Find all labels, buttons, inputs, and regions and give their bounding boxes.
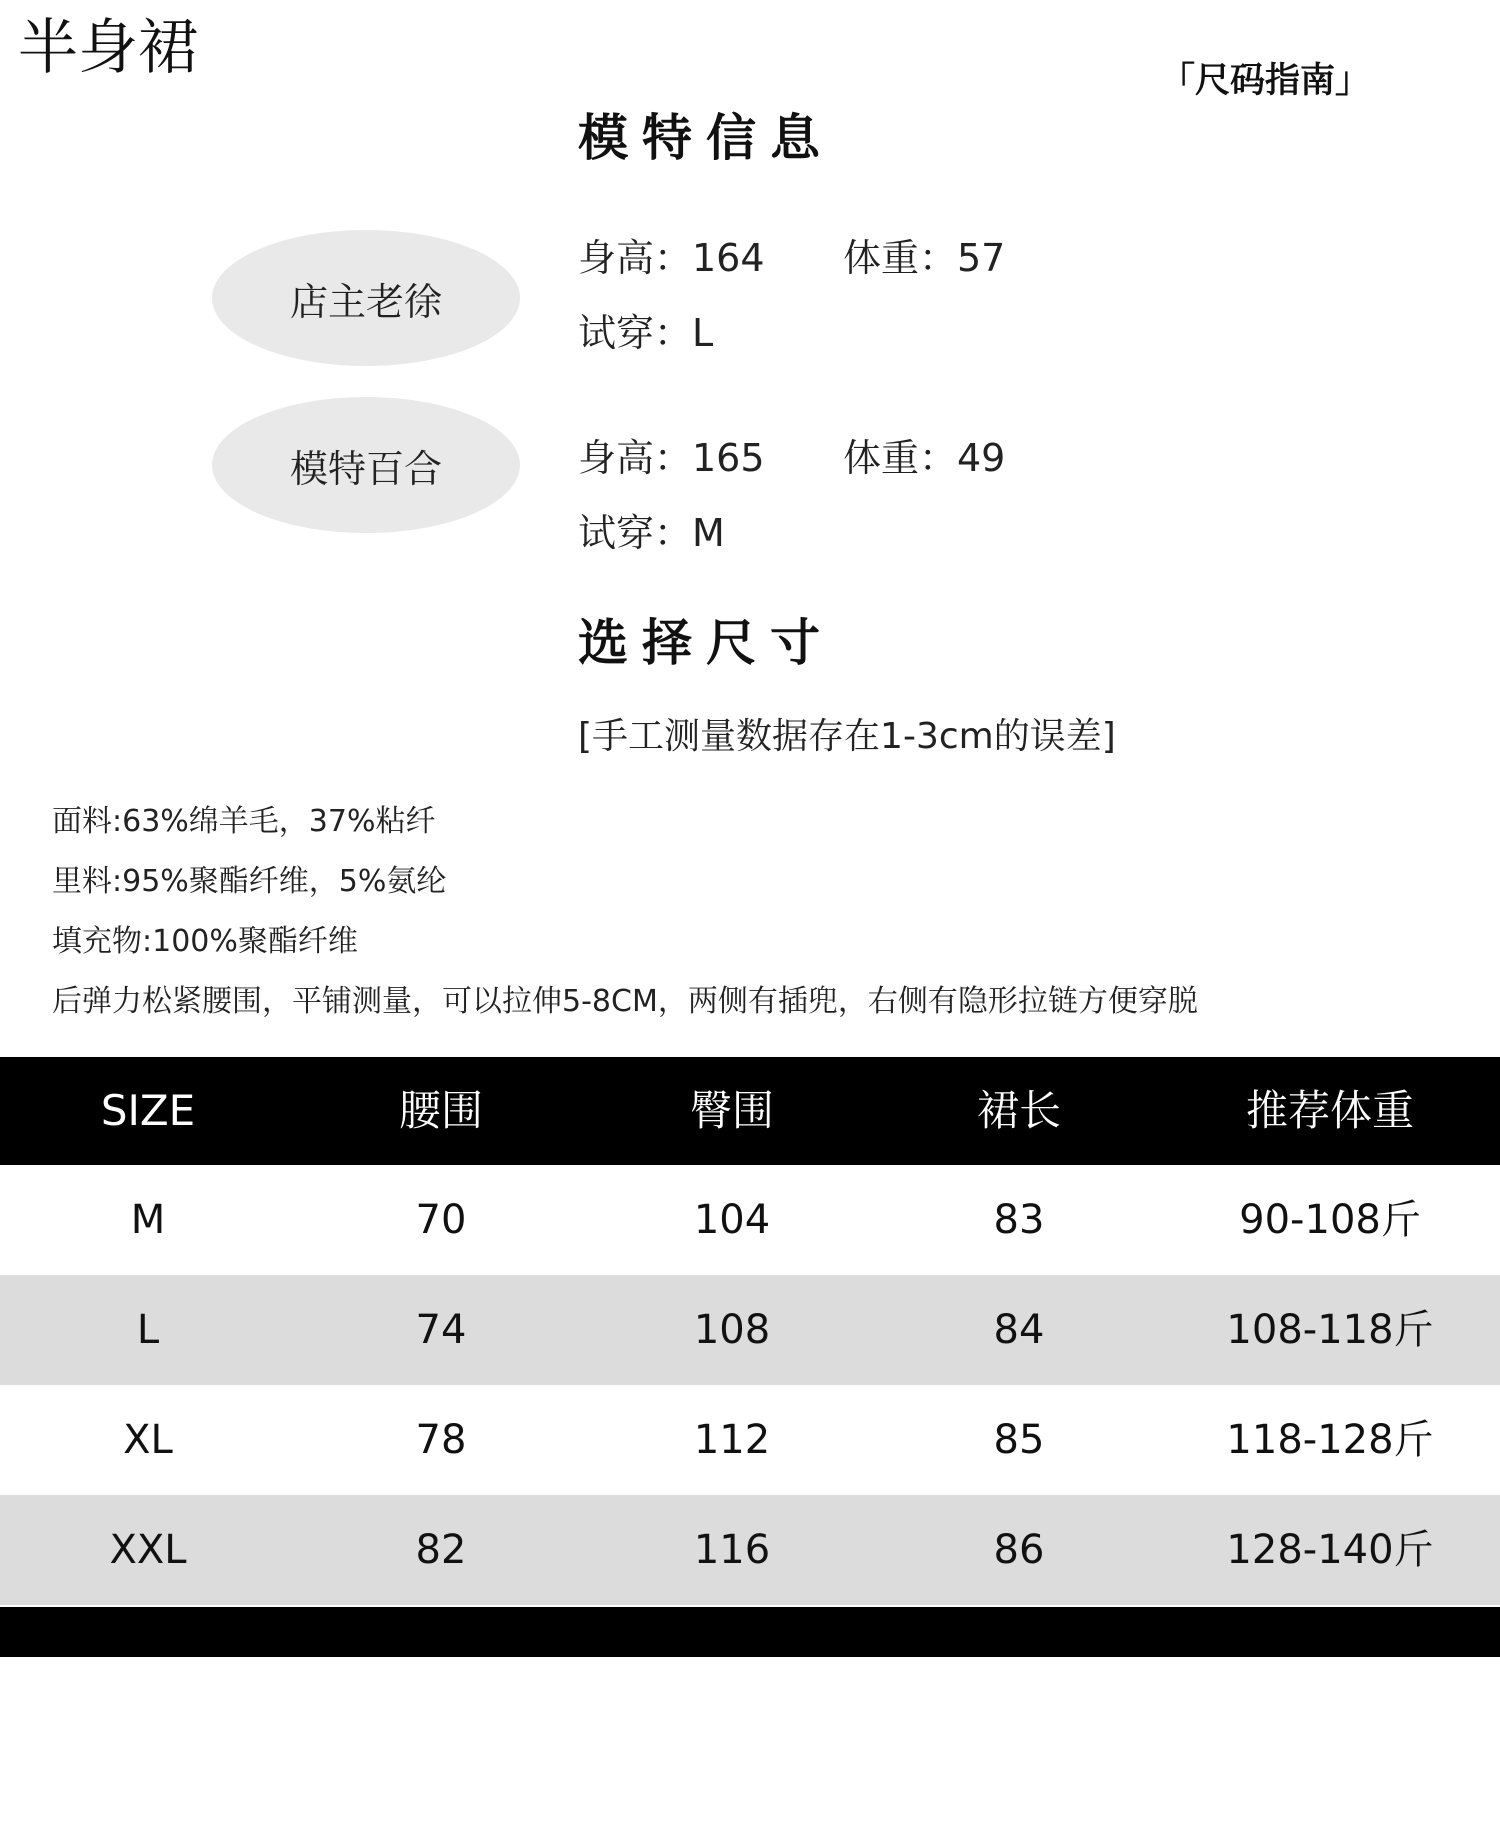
- measurement-error-note: [手工测量数据存在1-3cm的误差]: [578, 716, 1116, 757]
- table-cell: 84: [993, 1307, 1045, 1353]
- table-footer-bar: [0, 1607, 1500, 1657]
- model-name: 店主老徐: [289, 279, 442, 324]
- model-weight: 体重：57: [843, 236, 1006, 280]
- table-cell: 83: [993, 1197, 1045, 1243]
- table-cell: 85: [993, 1417, 1045, 1463]
- model-weight: 体重：49: [843, 436, 1006, 480]
- fabric-composition: 面料:63%绵羊毛，37%粘纤: [52, 804, 436, 839]
- product-title: 半身裙: [18, 13, 198, 83]
- table-cell: 118-128斤: [1226, 1417, 1434, 1463]
- table-header-cell: 裙长: [976, 1086, 1061, 1135]
- model-tried-size: 试穿：L: [578, 311, 714, 355]
- table-cell: XL: [123, 1417, 173, 1463]
- size-table: [0, 1057, 1500, 1605]
- table-header-cell: 腰围: [398, 1086, 483, 1135]
- filling-composition: 填充物:100%聚酯纤维: [52, 924, 358, 959]
- table-cell: 74: [415, 1307, 467, 1353]
- size-guide-label: 「尺码指南」: [1160, 61, 1371, 101]
- lining-composition: 里料:95%聚酯纤维，5%氨纶: [52, 864, 447, 899]
- model-height: 身高：165: [578, 436, 765, 480]
- table-row: [0, 1275, 1500, 1385]
- model-name-badge: [212, 230, 520, 366]
- table-cell: 128-140斤: [1226, 1527, 1434, 1573]
- table-cell: 78: [415, 1417, 467, 1463]
- table-cell: 108-118斤: [1226, 1307, 1434, 1353]
- model-name: 模特百合: [289, 446, 442, 491]
- table-header-cell: SIZE: [100, 1086, 196, 1135]
- table-cell: 90-108斤: [1239, 1197, 1421, 1243]
- table-cell: XXL: [109, 1527, 187, 1573]
- size-select-heading: 选择尺寸: [578, 614, 834, 672]
- model-name-badge: [212, 397, 520, 533]
- product-description: 后弹力松紧腰围，平铺测量，可以拉伸5-8CM，两侧有插兜，右侧有隐形拉链方便穿脱: [52, 984, 1198, 1019]
- table-row: [0, 1495, 1500, 1605]
- table-cell: 82: [415, 1527, 467, 1573]
- table-cell: 70: [415, 1197, 467, 1243]
- model-info-heading: 模特信息: [578, 109, 834, 167]
- table-row: [0, 1385, 1500, 1495]
- table-cell: 108: [693, 1307, 771, 1353]
- table-row: [0, 1165, 1500, 1275]
- table-cell: L: [136, 1307, 160, 1353]
- table-cell: M: [130, 1197, 166, 1243]
- table-cell: 116: [693, 1527, 771, 1573]
- table-header-row: [0, 1057, 1500, 1165]
- model-height: 身高：164: [578, 236, 765, 280]
- table-cell: 86: [993, 1527, 1045, 1573]
- table-cell: 104: [693, 1197, 771, 1243]
- table-header-cell: 臀围: [689, 1086, 774, 1135]
- table-header-cell: 推荐体重: [1245, 1086, 1414, 1135]
- table-cell: 112: [693, 1417, 771, 1463]
- model-tried-size: 试穿：M: [578, 511, 725, 555]
